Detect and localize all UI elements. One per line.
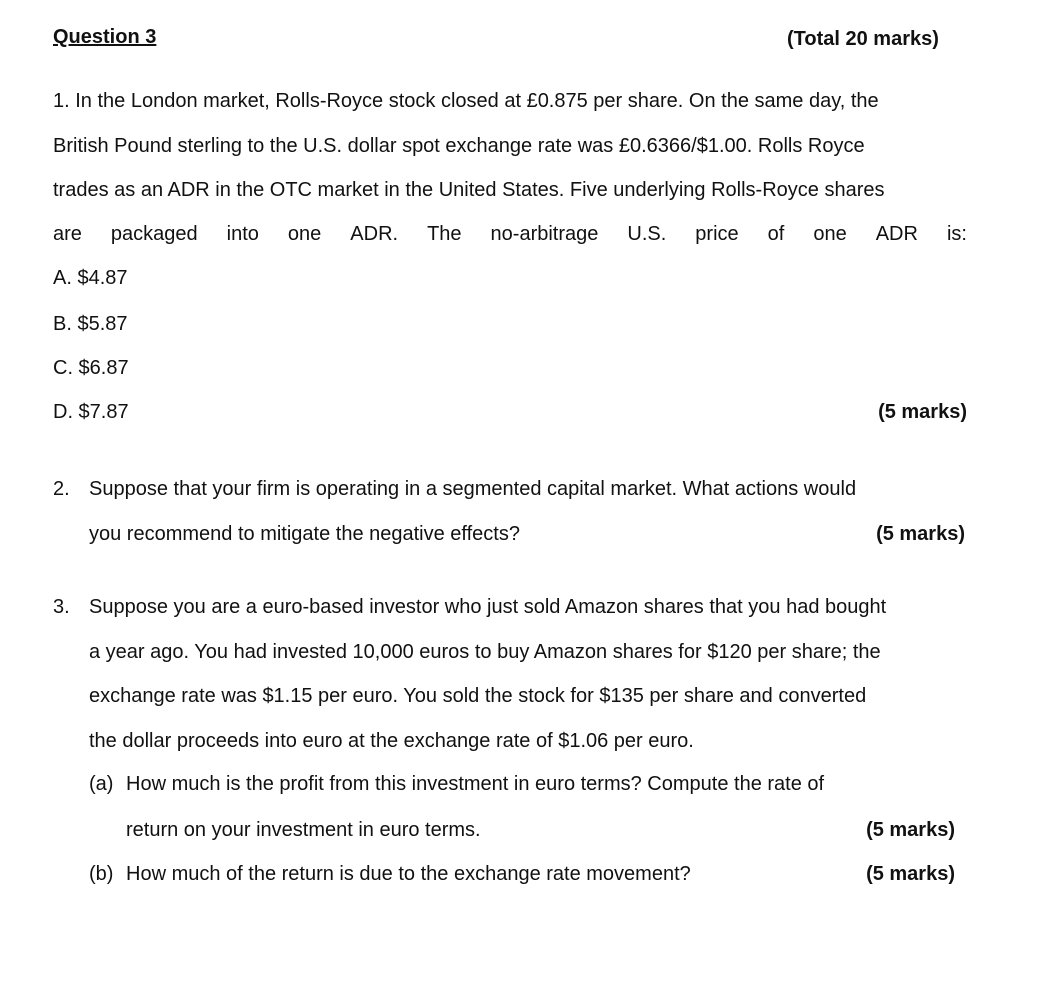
- q3-line-2: a year ago. You had invested 10,000 euros to buy Amazon shares for $120 per share; the: [89, 641, 881, 663]
- q3a-label: (a): [89, 773, 114, 795]
- question-title: Question 3: [53, 26, 157, 48]
- q3b-label: (b): [89, 863, 114, 885]
- q1-word: U.S.: [627, 223, 667, 245]
- q1-word: no-arbitrage: [490, 223, 599, 245]
- q3a-marks: (5 marks): [866, 819, 955, 841]
- q3a-line-1: How much is the profit from this investment in euro terms? Compute the rate of: [126, 773, 825, 795]
- q1-word: one: [287, 223, 322, 245]
- q3-line-4: the dollar proceeds into euro at the exchange rate of $1.06 per euro.: [89, 730, 694, 752]
- q3b-marks: (5 marks): [866, 863, 955, 885]
- q1-word: into: [226, 223, 259, 245]
- q2-line-1: Suppose that your firm is operating in a segmented capital market. What actions would: [89, 478, 857, 500]
- q3b-line-1: How much of the return is due to the exchange rate movement?: [126, 863, 691, 885]
- q2-line-2: you recommend to mitigate the negative effects?: [89, 523, 520, 545]
- q2-marks: (5 marks): [876, 523, 965, 545]
- q1-line-3: trades as an ADR in the OTC market in the United States. Five underlying Rolls-Royce shares: [53, 179, 885, 201]
- q1-word: are: [53, 223, 82, 245]
- q3-number: 3.: [53, 596, 70, 618]
- q3-line-3: exchange rate was $1.15 per euro. You sold the stock for $135 per share and converted: [89, 685, 867, 707]
- q1-option-c: C. $6.87: [53, 357, 129, 379]
- q1-word: The: [427, 223, 462, 245]
- q1-word: one: [813, 223, 847, 245]
- q1-word: packaged: [110, 223, 198, 245]
- q1-line-4: [53, 221, 967, 247]
- q3-line-1: Suppose you are a euro-based investor who just sold Amazon shares that you had bought: [89, 596, 887, 618]
- q1-word: ADR: [875, 223, 918, 245]
- q1-word: price: [695, 223, 739, 245]
- q1-line-2: British Pound sterling to the U.S. dollar spot exchange rate was £0.6366/$1.00. Rolls Royce: [53, 135, 865, 157]
- q2-number: 2.: [53, 478, 70, 500]
- q1-word: of: [767, 223, 785, 245]
- total-marks: (Total 20 marks): [787, 28, 939, 50]
- q1-line-1: 1. In the London market, Rolls-Royce stock closed at £0.875 per share. On the same day, the: [53, 90, 879, 112]
- q1-word: is:: [946, 223, 967, 245]
- q1-option-a: A. $4.87: [53, 267, 128, 289]
- q3a-line-2: return on your investment in euro terms.: [126, 819, 481, 841]
- q1-word: ADR.: [350, 223, 399, 245]
- q1-option-d: D. $7.87: [53, 401, 129, 423]
- q1-option-b: B. $5.87: [53, 313, 128, 335]
- q1-marks: (5 marks): [878, 401, 967, 423]
